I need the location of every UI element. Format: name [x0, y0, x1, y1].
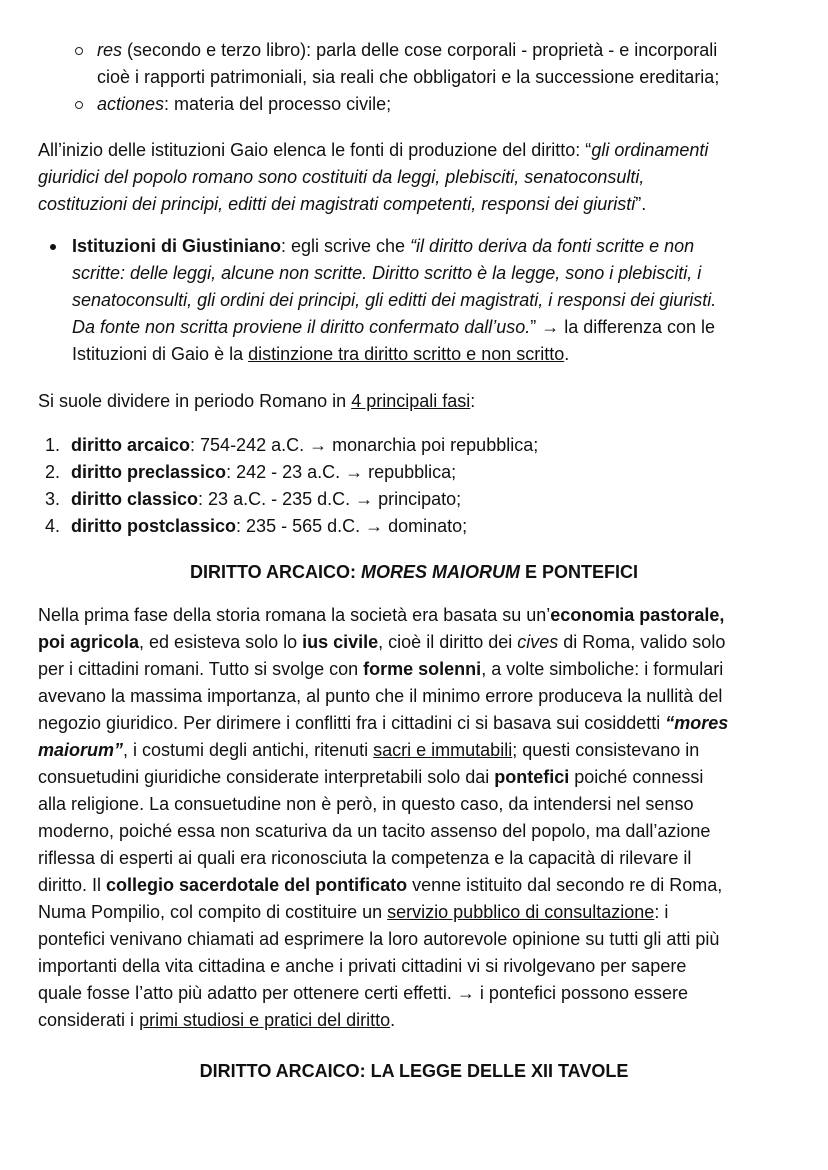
underlined-text: servizio pubblico di consultazione	[387, 902, 655, 922]
paragraph-text: :	[470, 391, 476, 411]
paragraph-text: negozio giuridico. Per dirimere i conflitti fra i cittadini ci si basava sui cosiddetti	[38, 713, 666, 733]
paragraph-text: ; questi consistevano in	[512, 740, 700, 760]
phase-detail: : 235 - 565 d.C. → dominato;	[236, 516, 468, 536]
paragraph-text: Numa Pompilio, col compito di costituire un	[38, 902, 388, 922]
paragraph-text: consuetudini giuridiche considerate interpretabili solo dai	[38, 767, 495, 787]
underlined-text: primi studiosi e pratici del diritto	[139, 1010, 391, 1030]
paragraph-text: importanti della vita cittadina e anche i privati cittadini vi si rivolgevano per sapere	[38, 956, 687, 976]
quote-text: “il diritto deriva da fonti scritte e non	[410, 236, 695, 256]
list-item	[45, 486, 785, 513]
paragraph-text: .	[390, 1010, 396, 1030]
heading-text: E PONTEFICI	[519, 562, 638, 582]
paragraph-text: Istituzioni di Gaio è la	[72, 344, 249, 364]
heading-text: DIRITTO ARCAICO:	[189, 562, 361, 582]
paragraph-text: moderno, poiché essa non scaturiva da un tacito assenso del popolo, ma dall’azione	[38, 821, 711, 841]
paragraph-text: : i	[654, 902, 669, 922]
paragraph-text: alla religione. La consuetudine non è però, in questo caso, da intendersi nel senso	[38, 794, 694, 814]
italic-text: cives	[517, 632, 559, 652]
heading-italic-text: MORES MAIORUM	[360, 562, 520, 582]
paragraph-text: ”.	[635, 194, 647, 214]
list-item-text: : materia del processo civile;	[164, 94, 392, 114]
bold-italic-text: maiorum”	[38, 740, 124, 760]
list-item	[45, 432, 785, 459]
paragraph-text: quale fosse l’atto più adatto per ottenere certi effetti. → i pontefici possono essere	[38, 983, 689, 1003]
bold-text: ius civile	[302, 632, 379, 652]
hollow-bullet-icon	[75, 101, 83, 109]
bold-text: economia pastorale,	[550, 605, 725, 625]
phase-name: diritto postclassico	[71, 516, 237, 536]
gaio-paragraph	[38, 137, 790, 218]
paragraph-text: venne istituito dal secondo re di Roma,	[407, 875, 723, 895]
phase-detail: : 242 - 23 a.C. → repubblica;	[226, 462, 457, 482]
bullet-icon	[50, 244, 56, 250]
paragraph-text: , i costumi degli antichi, ritenuti	[123, 740, 374, 760]
term-actiones: actiones	[97, 94, 165, 114]
giustiniano-bullet	[50, 233, 812, 368]
paragraph-text: : egli scrive che	[281, 236, 411, 256]
paragraph-text: , ed esisteva solo lo	[139, 632, 303, 652]
hollow-bullet-icon	[75, 47, 83, 55]
underlined-text: 4 principali fasi	[351, 391, 471, 411]
paragraph-text: poiché connessi	[569, 767, 704, 787]
section-heading	[0, 559, 828, 586]
list-item	[45, 459, 785, 486]
list-item-text: (secondo e terzo libro): parla delle cose corporali - proprietà - e incorporali	[122, 40, 718, 60]
list-item	[75, 37, 795, 91]
phase-name: diritto classico	[71, 489, 199, 509]
paragraph-text: , a volte simboliche: i formulari	[481, 659, 724, 679]
list-item	[45, 513, 785, 540]
quote-text: gli ordinamenti	[591, 140, 709, 160]
list-number: 4.	[45, 516, 61, 536]
paragraph-text: considerati i	[38, 1010, 140, 1030]
paragraph-text: riflessa di esperti ai quali era riconosciuta la competenza e la capacità di rilevare il	[38, 848, 692, 868]
phases-list	[45, 432, 785, 540]
paragraph-text: pontefici venivano chiamati ad esprimere la loro autorevole opinione su tutti gli atti più	[38, 929, 720, 949]
term-res: res	[97, 40, 123, 60]
paragraph-text: All’inizio delle istituzioni Gaio elenca le fonti di produzione del diritto: “	[38, 140, 592, 160]
list-number: 2.	[45, 462, 61, 482]
phase-name: diritto arcaico	[71, 435, 191, 455]
paragraph-text: , cioè il diritto dei	[378, 632, 518, 652]
paragraph-text: di Roma, valido solo	[558, 632, 726, 652]
bold-text: forme solenni	[363, 659, 482, 679]
paragraph-text: Si suole dividere in periodo Romano in	[38, 391, 352, 411]
quote-text: scritte: delle leggi, alcune non scritte. Diritto scritto è la legge, sono i plebisciti, i	[72, 263, 702, 283]
arcaico-paragraph	[38, 602, 790, 1034]
list-number: 1.	[45, 435, 61, 455]
bold-italic-text: “mores	[665, 713, 729, 733]
underlined-text: distinzione tra diritto scritto e non scritto	[248, 344, 565, 364]
paragraph-text: diritto. Il	[38, 875, 107, 895]
phase-detail: : 23 a.C. - 235 d.C. → principato;	[198, 489, 462, 509]
list-number: 3.	[45, 489, 61, 509]
underlined-text: sacri e immutabili	[373, 740, 513, 760]
phase-name: diritto preclassico	[71, 462, 227, 482]
bold-text: collegio sacerdotale del pontificato	[106, 875, 408, 895]
list-item	[75, 91, 795, 118]
paragraph-text: Nella prima fase della storia romana la società era basata su un’	[38, 605, 551, 625]
list-item-text: cioè i rapporti patrimoniali, sia reali che obbligatori e la successione ereditaria;	[97, 67, 720, 87]
bullet-title: Istituzioni di Giustiniano	[72, 236, 281, 256]
paragraph-text: avevano la massima importanza, al punto che il minimo errore produceva la nullità del	[38, 686, 723, 706]
phase-detail: : 754-242 a.C. → monarchia poi repubblica;	[190, 435, 539, 455]
paragraph-text: ” → la differenza con le	[530, 317, 716, 337]
paragraph-text: per i cittadini romani. Tutto si svolge con	[38, 659, 364, 679]
quote-text: Da fonte non scritta proviene il diritto confermato dall’uso.	[72, 317, 531, 337]
quote-text: senatoconsulti, gli ordini dei principi, gli editti dei magistrati, i responsi dei giuristi.	[72, 290, 717, 310]
quote-text: costituzioni dei principi, editti dei magistrati competenti, responsi dei giuristi	[38, 194, 636, 214]
section-heading: DIRITTO ARCAICO: LA LEGGE DELLE XII TAVOLE	[199, 1061, 629, 1081]
sub-bullet-list	[75, 37, 795, 118]
bold-text: pontefici	[494, 767, 570, 787]
periodi-intro	[38, 388, 790, 415]
bold-text: poi agricola	[38, 632, 140, 652]
paragraph-text: .	[564, 344, 570, 364]
quote-text: giuridici del popolo romano sono costituiti da leggi, plebisciti, senatoconsulti,	[38, 167, 645, 187]
